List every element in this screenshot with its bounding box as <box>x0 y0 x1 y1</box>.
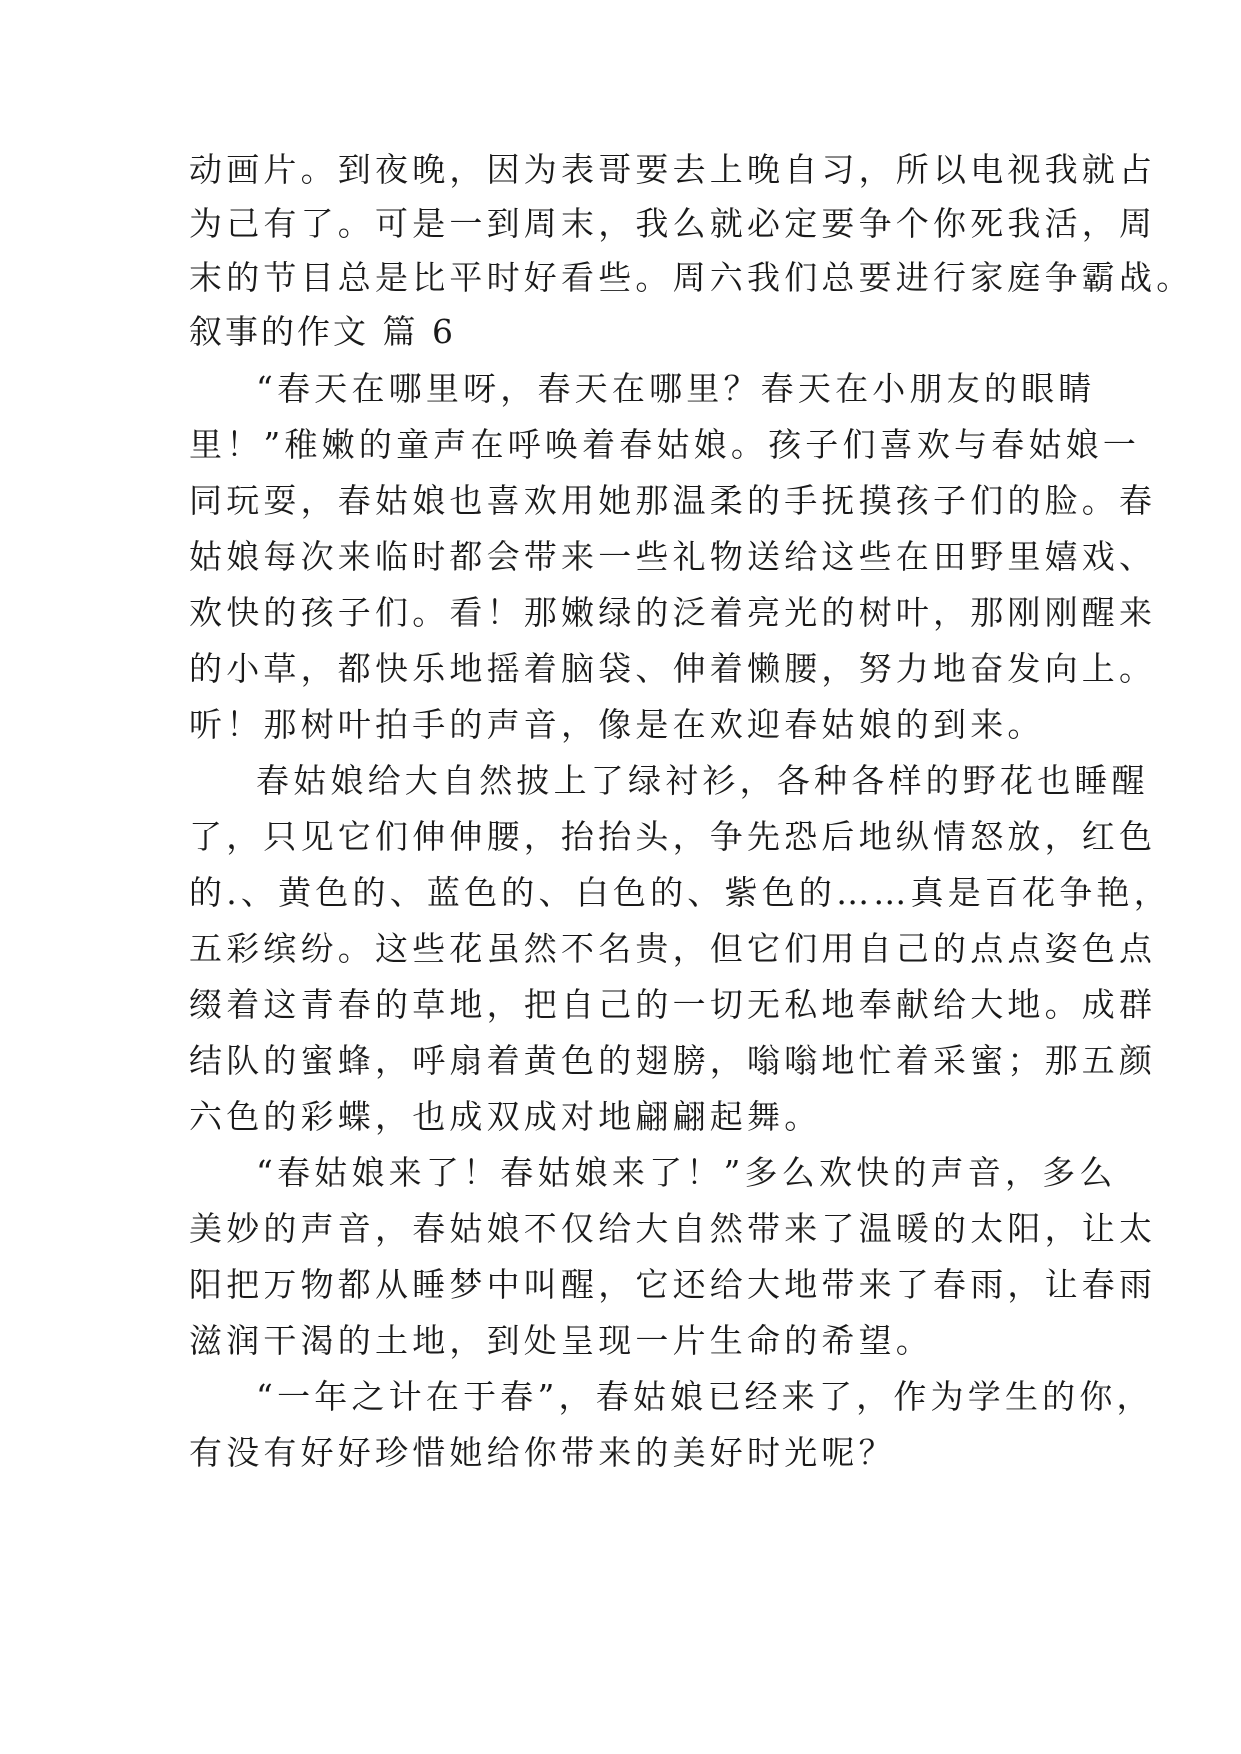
section-heading: 叙事的作文 篇 6 <box>189 312 456 351</box>
text-line: 春姑娘给大自然披上了绿衬衫，各种各样的野花也睡醒 <box>256 761 1149 800</box>
text-line: “春姑娘来了！春姑娘来了！”多么欢快的声音，多么 <box>256 1153 1117 1192</box>
text-line: 动画片。到夜晚，因为表哥要去上晚自习，所以电视我就占 <box>189 150 1157 189</box>
text-line: 里！”稚嫩的童声在呼唤着春姑娘。孩子们喜欢与春姑娘一 <box>189 425 1141 464</box>
text-line: 缀着这青春的草地，把自己的一切无私地奉献给大地。成群 <box>189 985 1157 1024</box>
text-line: 姑娘每次来临时都会带来一些礼物送给这些在田野里嬉戏、 <box>189 537 1157 576</box>
text-line: 同玩耍，春姑娘也喜欢用她那温柔的手抚摸孩子们的脸。春 <box>189 481 1157 520</box>
text-line: 欢快的孩子们。看！那嫩绿的泛着亮光的树叶，那刚刚醒来 <box>189 593 1157 632</box>
text-line: 为己有了。可是一到周末，我么就必定要争个你死我活，周 <box>189 204 1157 243</box>
text-line: 滋润干渴的土地，到处呈现一片生命的希望。 <box>189 1321 933 1360</box>
text-line: 的小草，都快乐地摇着脑袋、伸着懒腰，努力地奋发向上。 <box>189 649 1157 688</box>
text-line: 美妙的声音，春姑娘不仅给大自然带来了温暖的太阳，让太 <box>189 1209 1157 1248</box>
text-line: 五彩缤纷。这些花虽然不名贵，但它们用自己的点点姿色点 <box>189 929 1157 968</box>
text-line: 了，只见它们伸伸腰，抬抬头，争先恐后地纵情怒放，红色 <box>189 817 1157 856</box>
text-line: 的.、黄色的、蓝色的、白色的、紫色的……真是百花争艳， <box>189 873 1171 912</box>
text-line: 六色的彩蝶，也成双成对地翩翩起舞。 <box>189 1097 822 1136</box>
text-line: 末的节目总是比平时好看些。周六我们总要进行家庭争霸战。 <box>189 258 1194 297</box>
text-line: 结队的蜜蜂，呼扇着黄色的翅膀，嗡嗡地忙着采蜜；那五颜 <box>189 1041 1157 1080</box>
text-line: “一年之计在于春”，春姑娘已经来了，作为学生的你， <box>256 1377 1154 1416</box>
text-line: 听！那树叶拍手的声音，像是在欢迎春姑娘的到来。 <box>189 705 1045 744</box>
text-line: “春天在哪里呀，春天在哪里？春天在小朋友的眼睛 <box>256 369 1096 408</box>
text-line: 有没有好好珍惜她给你带来的美好时光呢？ <box>189 1433 896 1472</box>
text-line: 阳把万物都从睡梦中叫醒，它还给大地带来了春雨，让春雨 <box>189 1265 1157 1304</box>
